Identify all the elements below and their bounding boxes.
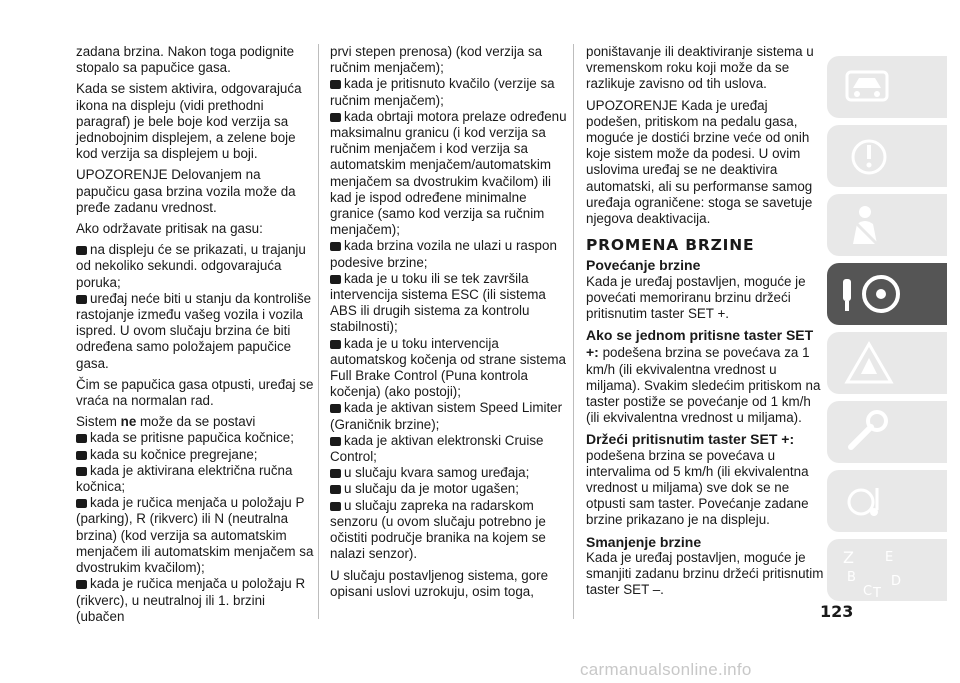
wrench-icon <box>839 407 899 457</box>
tab-emergency[interactable] <box>827 332 947 394</box>
list-item: kada je aktivan sistem Speed Limiter (Graničnik brzine); <box>330 400 563 432</box>
bullet-icon <box>76 434 87 443</box>
paragraph: Ako održavate pritisak na gasu: <box>76 221 263 237</box>
subheading: Smanjenje brzine <box>586 533 702 550</box>
paragraph: Kada se sistem aktivira, odgovarajuća ikona na displeju (vidi prethodni paragraf) je bele boje kod verzija sa jednobojnim displejem, a zelene boje kod verzija sa displejem u boji. <box>76 81 302 162</box>
tab-vehicle[interactable] <box>827 56 947 118</box>
seatbelt-icon <box>839 200 899 250</box>
column-divider-1 <box>318 44 319 619</box>
alphabet-index-icon <box>839 545 909 601</box>
bullet-icon <box>330 340 341 349</box>
paragraph: Kada je uređaj postavljen, moguće je povećati memoriranu brzinu držeći pritisnutim taster SET +. <box>586 273 806 322</box>
subheading: Povećanje brzine <box>586 257 701 274</box>
list-item: kada je pritisnuto kvačilo (verzije sa ručnim menjačem); <box>330 76 555 108</box>
bullet-icon <box>330 502 341 511</box>
bullet-icon <box>330 437 341 446</box>
bullet-icon <box>330 242 341 251</box>
list-item: u slučaju zapreka na radarskom senzoru (u ovom slučaju potrebno je očistiti područje branika na kojem se nalazi senzor). <box>330 497 546 562</box>
paragraph: Kada je uređaj postavljen, moguće je smanjiti zadanu brzinu držeći pritisnutim taster SET –. <box>586 549 824 598</box>
list-item: kada je u toku ili se tek završila intervencija sistema ESC (ili sistema ABS ili drugih sistema za kontrolu stabilnosti); <box>330 270 546 335</box>
bullet-icon <box>76 451 87 460</box>
list-item: uređaj neće biti u stanju da kontroliše rastojanje između vašeg vozila i vozila ispred. U ovom slučaju brzina će biti određena samo položajem papučice gasa. <box>76 290 312 371</box>
index-letter: E <box>885 550 894 565</box>
bullet-icon <box>76 499 87 508</box>
paragraph: zadana brzina. Nakon toga podignite stopalo sa papučice gasa. <box>76 44 295 76</box>
bullet-icon <box>330 485 341 494</box>
chapter-tabs <box>827 56 947 608</box>
section-title: PROMENA BRZINE <box>586 236 755 255</box>
tab-index[interactable] <box>827 539 947 601</box>
list-item: kada je ručica menjača u položaju R (rikverc), u neutralnoj ili 1. brzini (ubačen <box>76 576 306 624</box>
list-item: na displeju će se prikazati, u trajanju od nekoliko sekundi. odgovarajuća poruka; <box>76 242 306 290</box>
watermark: carmanualsonline.info <box>580 660 752 679</box>
index-letter: D <box>891 574 902 589</box>
list-item: kada je u toku intervencija automatskog kočenja od strane sistema Full Brake Control (Puna kontrola kočenja) (ako postoji); <box>330 335 566 400</box>
warning-triangle-icon <box>839 338 899 388</box>
bullet-icon <box>76 580 87 589</box>
warning-paragraph: UPOZORENJE Kada je uređaj podešen, pritiskom na pedalu gasa, moguće je dostići brzine veće od onih koje sistem može da podesi. U ovim uslovima uređaj se ne deaktivira automatski, ali su performanse samog uređaja ograničene: stoga se savetuje njegova deaktivacija. <box>586 97 813 227</box>
tab-driving[interactable] <box>827 263 947 325</box>
paragraph: Ako se jednom pritisne taster SET +: podešena brzina se povećava za 1 km/h (ili ekvivalentna vrednost u miljama). Svakim sledećim pritiskom na taster postiže se povećanje od 1 km/h (ili ekvivalentna vrednost u miljama). <box>586 327 821 426</box>
list-item: kada je aktivirana električna ručna kočnica; <box>76 462 293 495</box>
index-letter: C <box>863 584 873 599</box>
paragraph: poništavanje ili deaktiviranje sistema u vremenskom roku koji može da se razlikuje zavisno od tih uslova. <box>586 44 814 92</box>
list-item: kada obrtaji motora prelaze određenu maksimalnu granicu (i kod verzija sa ručnim menjačem i kod verzija sa automatskim menjačem/automatskim menjačem sa dvostrukim kvačilom) ili kad je ispod određene minimalne granice (samo kod verzija sa ručnim menjačem); <box>330 108 567 238</box>
bullet-icon <box>76 246 87 255</box>
bullet-icon <box>330 404 341 413</box>
index-letter: Z <box>843 548 854 567</box>
tab-safety[interactable] <box>827 194 947 256</box>
paragraph: podešena brzina se povećava u intervalima od 5 km/h (ili ekvivalentna vrednost u miljama) sve dok se ne otpusti sam taster. Povećanje zadane brzine prikazano je na displeju. <box>586 447 809 528</box>
tab-dashboard[interactable] <box>827 125 947 187</box>
text-column-1 <box>76 44 316 625</box>
list-item: kada se pritisne papučica kočnice; <box>76 430 316 446</box>
index-letter: B <box>847 570 856 585</box>
bullet-icon <box>330 275 341 284</box>
paragraph: prvi stepen prenosa) (kod verzija sa ručnim menjačem); <box>330 44 543 76</box>
list-item: u slučaju kvara samog uređaja; <box>330 465 570 481</box>
steering-wheel-icon <box>839 269 909 319</box>
warning-light-icon <box>839 131 899 181</box>
subheading: Držeći pritisnutim taster SET +: <box>586 431 795 448</box>
list-item: u slučaju da je motor ugašen; <box>330 481 570 497</box>
tab-maintenance[interactable] <box>827 401 947 463</box>
text-column-3 <box>586 44 826 604</box>
list-item: kada je ručica menjača u položaju P (parking), R (rikverc) ili N (neutralna brzina) (kod verzija sa automatskim menjačem ili automatskim menjačem sa dvostrukim kvačilom); <box>76 495 314 576</box>
warning-paragraph: UPOZORENJE Delovanjem na papučicu gasa brzina vozila može da pređe zadanu vrednost. <box>76 167 296 215</box>
paragraph: Sistem ne može da se postavi <box>76 414 256 430</box>
column-divider-2 <box>573 44 574 619</box>
car-icon <box>839 62 899 112</box>
tab-multimedia[interactable] <box>827 470 947 532</box>
bullet-icon <box>330 80 341 89</box>
list-item: kada su kočnice pregrejane; <box>76 447 316 463</box>
list-item: kada je aktivan elektronski Cruise Control; <box>330 432 544 465</box>
paragraph: Čim se papučica gasa otpusti, uređaj se vraća na normalan rad. <box>76 376 314 409</box>
multimedia-icon <box>839 476 899 526</box>
bullet-icon <box>76 295 87 304</box>
bullet-icon <box>330 113 341 122</box>
index-letter: T <box>873 586 881 601</box>
bullet-icon <box>76 467 87 476</box>
list-item: kada brzina vozila ne ulazi u raspon podesive brzine; <box>330 238 557 270</box>
text-column-2 <box>330 44 570 605</box>
page-number: 123 <box>820 602 854 621</box>
paragraph: U slučaju postavljenog sistema, gore opisani uslovi uzrokuju, osim toga, <box>330 567 549 599</box>
bullet-icon <box>330 469 341 478</box>
